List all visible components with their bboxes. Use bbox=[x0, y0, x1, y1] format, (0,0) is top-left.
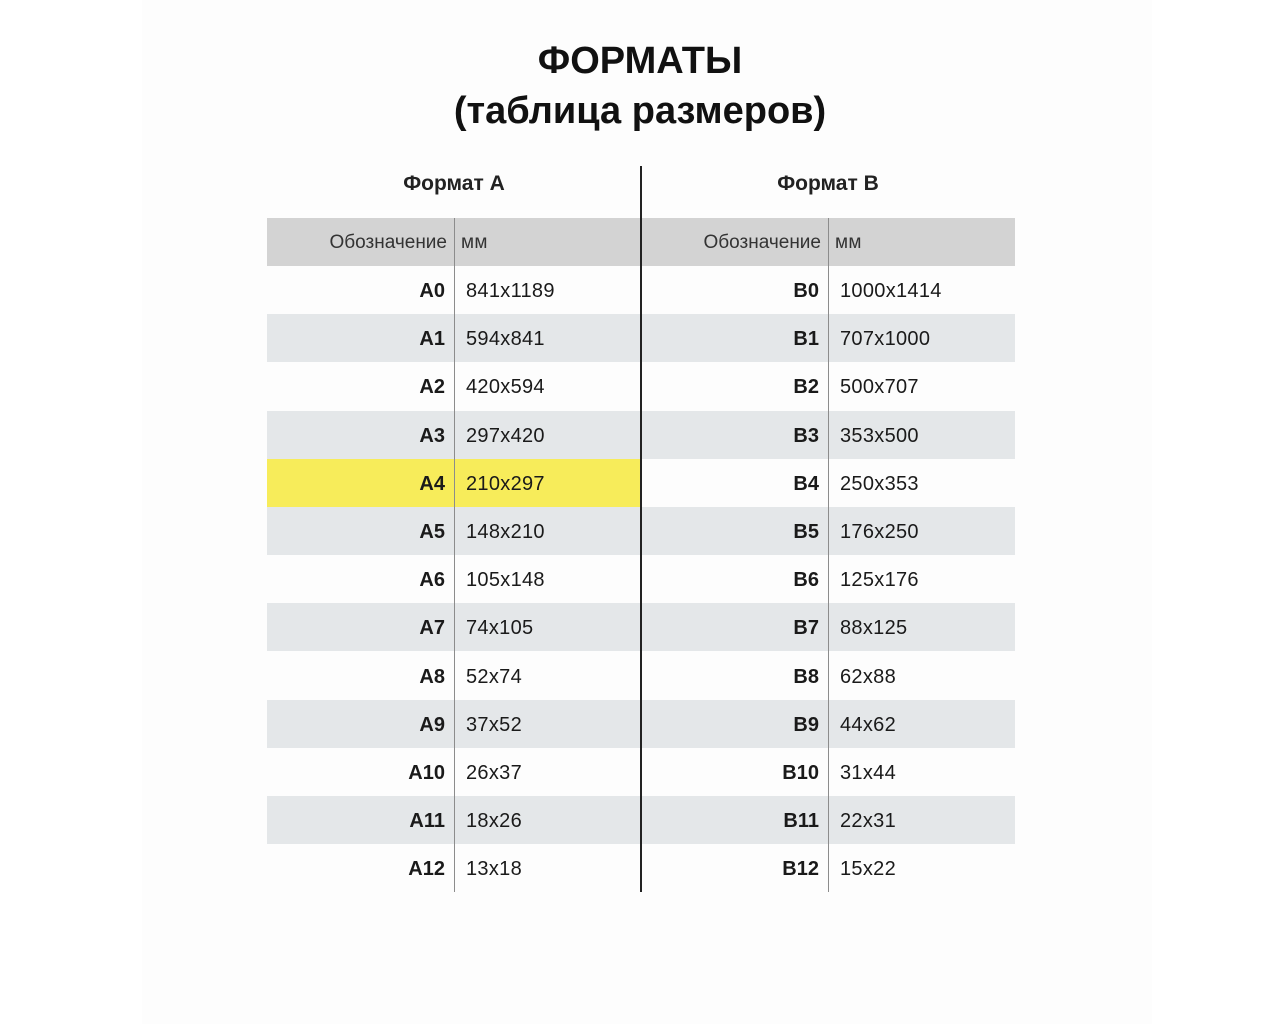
format-size-mm: 176x250 bbox=[840, 521, 919, 543]
format-code: B8 bbox=[793, 665, 819, 688]
format-size-mm: 13x18 bbox=[466, 858, 522, 881]
format-code: B1 bbox=[793, 328, 819, 351]
column-header-mm: мм bbox=[461, 232, 488, 253]
format-size-mm: 62x88 bbox=[840, 665, 896, 688]
format-size-mm: 250x353 bbox=[840, 472, 919, 495]
format-size-mm: 18x26 bbox=[466, 810, 522, 833]
format-code: B5 bbox=[793, 521, 819, 543]
format-size-mm: 15x22 bbox=[840, 858, 896, 881]
format-size-mm: 37x52 bbox=[466, 713, 522, 736]
column-header-mm: мм bbox=[835, 232, 862, 253]
format-code: A3 bbox=[419, 424, 445, 447]
format-size-mm: 31x44 bbox=[840, 762, 896, 784]
format-code: B10 bbox=[782, 762, 819, 784]
format-code: A1 bbox=[419, 328, 445, 351]
format-size-mm: 22x31 bbox=[840, 810, 896, 833]
page-title bbox=[0, 36, 1280, 136]
format-code: B7 bbox=[793, 617, 819, 640]
format-code: A8 bbox=[419, 665, 445, 688]
format-a-heading: Формат А bbox=[403, 172, 505, 195]
format-code: B9 bbox=[793, 713, 819, 736]
format-size-mm: 125x176 bbox=[840, 569, 919, 592]
format-code: A7 bbox=[419, 617, 445, 640]
format-size-mm: 74x105 bbox=[466, 617, 534, 640]
format-code: A0 bbox=[419, 280, 445, 302]
column-header-designation: Обозначение bbox=[329, 232, 447, 253]
format-code: B12 bbox=[782, 858, 819, 881]
format-b-table bbox=[641, 166, 1015, 892]
format-code: B4 bbox=[793, 472, 819, 495]
title-line-2: (таблица размеров) bbox=[453, 90, 827, 132]
format-size-mm: 841x1189 bbox=[466, 280, 555, 302]
format-code: A9 bbox=[419, 713, 445, 736]
format-size-mm: 707x1000 bbox=[840, 328, 931, 351]
format-size-mm: 148x210 bbox=[466, 521, 545, 543]
center-divider bbox=[640, 166, 642, 892]
format-size-mm: 297x420 bbox=[466, 424, 545, 447]
format-size-mm: 105x148 bbox=[466, 569, 545, 592]
format-code: A5 bbox=[419, 521, 445, 543]
format-size-mm: 500x707 bbox=[840, 376, 919, 399]
format-size-mm: 52x74 bbox=[466, 665, 522, 688]
format-code: B0 bbox=[793, 280, 819, 302]
format-code: B2 bbox=[793, 376, 819, 399]
format-size-mm: 210x297 bbox=[466, 472, 545, 495]
format-code: A6 bbox=[419, 569, 445, 592]
format-size-mm: 44x62 bbox=[840, 713, 896, 736]
column-divider bbox=[454, 218, 455, 892]
format-code: A10 bbox=[408, 762, 445, 784]
format-a-table bbox=[267, 166, 641, 892]
format-code: A12 bbox=[408, 858, 445, 881]
title-line-1: ФОРМАТЫ bbox=[537, 40, 743, 82]
format-code: B3 bbox=[793, 424, 819, 447]
format-size-mm: 1000x1414 bbox=[840, 280, 942, 302]
format-code: B11 bbox=[783, 810, 819, 833]
column-divider bbox=[828, 218, 829, 892]
format-code: A11 bbox=[409, 810, 445, 833]
column-header-designation: Обозначение bbox=[703, 232, 821, 253]
format-size-mm: 88x125 bbox=[840, 617, 908, 640]
format-size-mm: 26x37 bbox=[466, 762, 522, 784]
format-code: A2 bbox=[419, 376, 445, 399]
format-size-mm: 353x500 bbox=[840, 424, 919, 447]
format-code: A4 bbox=[419, 472, 445, 495]
format-tables bbox=[267, 166, 1015, 892]
format-code: B6 bbox=[793, 569, 819, 592]
format-b-heading: Формат B bbox=[777, 172, 879, 195]
format-size-mm: 594x841 bbox=[466, 328, 545, 351]
format-size-mm: 420x594 bbox=[466, 376, 545, 399]
